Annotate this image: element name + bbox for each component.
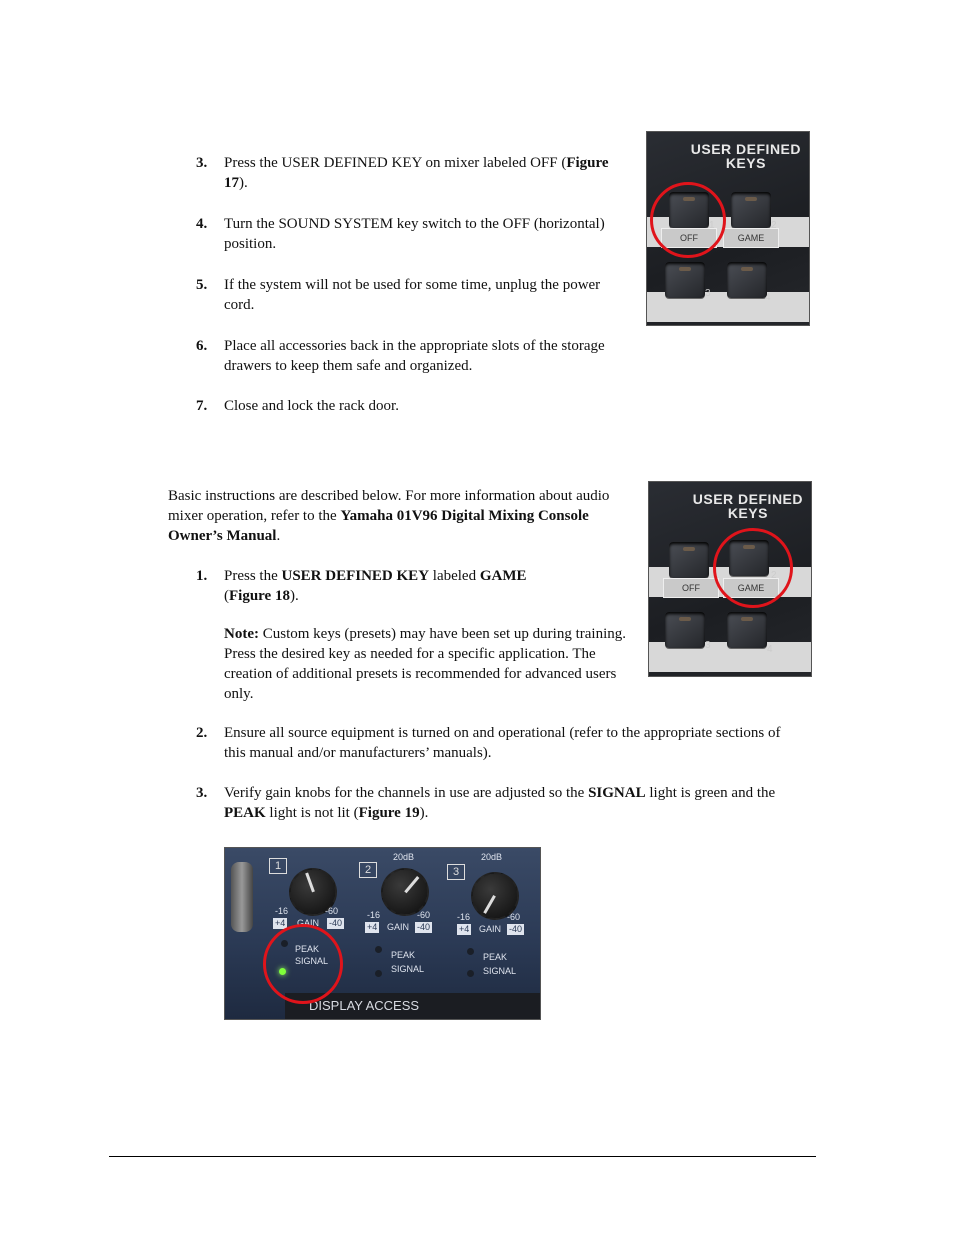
step-text: Close and lock the rack door. xyxy=(224,398,399,414)
step-number: 5. xyxy=(196,277,208,293)
step-number: 6. xyxy=(196,338,208,354)
step-2-source-equipment xyxy=(196,723,796,763)
gain-label: GAIN xyxy=(387,922,410,932)
step-6-accessories xyxy=(196,336,626,376)
gain-minus40: -40 xyxy=(417,922,431,932)
gain-scale-high: -60 xyxy=(507,912,521,922)
key-number-2: 2 xyxy=(771,220,777,231)
step-text: Press the USER DEFINED KEY on mixer labeled OFF (Figure 17). xyxy=(224,155,609,191)
gain-scale-high: -60 xyxy=(325,906,339,916)
signal-led-3 xyxy=(467,970,474,977)
intro-paragraph: Basic instructions are described below. For more information about audio mixer operation, refer to the Yamaha 01V96 Digital Mixing Console Owner’s Manual. xyxy=(168,488,610,544)
figure-19-gain-signal-peak xyxy=(224,847,541,1020)
gain-minus40: -40 xyxy=(329,918,343,928)
db-label: 20dB xyxy=(393,852,415,862)
user-key-3 xyxy=(665,262,705,298)
step-number: 2. xyxy=(196,725,208,741)
footer-rule xyxy=(109,1156,816,1157)
peak-led-3 xyxy=(467,948,474,955)
key-number-3: 3 xyxy=(705,288,711,299)
gain-scale-low: -16 xyxy=(275,906,289,916)
off-key-label: OFF xyxy=(661,228,717,248)
gain-plus4: +4 xyxy=(459,924,470,934)
jack-connector xyxy=(231,862,253,932)
gain-label: GAIN xyxy=(479,924,502,934)
step-number: 4. xyxy=(196,216,208,232)
channel-number-3: 3 xyxy=(447,864,465,880)
user-key-4 xyxy=(727,262,767,298)
game-key-label: GAME xyxy=(723,228,779,248)
step-7-lock-door xyxy=(196,396,626,416)
user-key-1 xyxy=(669,542,709,578)
user-key-3 xyxy=(665,612,705,648)
figure-18-user-defined-keys-game xyxy=(648,481,812,677)
peak-led-2 xyxy=(375,946,382,953)
signal-label: SIGNAL xyxy=(483,966,517,976)
step-5-unplug xyxy=(196,275,626,315)
step-text: Verify gain knobs for the channels in use are adjusted so the SIGNAL light is green and the PEAK light is not lit (Figure 19). xyxy=(224,785,776,821)
step-text: Press the USER DEFINED KEY labeled GAME (Figure 18). xyxy=(224,568,527,604)
key-number-2: 2 xyxy=(771,570,777,581)
step-number: 1. xyxy=(196,568,208,584)
step-text: If the system will not be used for some time, unplug the power cord. xyxy=(224,277,601,313)
highlight-circle xyxy=(263,924,343,1004)
step-number: 3. xyxy=(196,785,208,801)
user-key-2 xyxy=(731,192,771,228)
keys-title: USER DEFINED KEYS xyxy=(690,141,801,171)
step-1-press-game xyxy=(196,566,626,606)
db-label: 20dB xyxy=(481,852,503,862)
game-key-label: GAME xyxy=(723,578,779,598)
gain-knob-2 xyxy=(381,868,429,916)
step-4-key-switch xyxy=(196,214,626,254)
gain-plus4: +4 xyxy=(367,922,378,932)
keys-title: USER DEFINED KEYS xyxy=(692,491,803,521)
highlight-circle xyxy=(650,182,726,258)
step-number: 7. xyxy=(196,398,208,414)
step-3-verify-gain xyxy=(196,783,796,823)
gain-label: GAIN xyxy=(297,918,320,928)
signal-label: SIGNAL xyxy=(295,956,329,966)
step-number: 3. xyxy=(196,155,208,171)
display-access-label: DISPLAY ACCESS xyxy=(285,993,541,1019)
figure-17-user-defined-keys-off xyxy=(646,131,810,326)
key-number-1: 1 xyxy=(709,220,715,231)
gain-plus4: +4 xyxy=(275,918,286,928)
gain-scale-low: -16 xyxy=(367,910,381,920)
channel-number-1: 1 xyxy=(269,858,287,874)
step-text: Turn the SOUND SYSTEM key switch to the OFF (horizontal) position. xyxy=(224,216,605,252)
note-custom-keys: Note: Custom keys (presets) may have been set up during training. Press the desired key as needed for a specific application. The creation of additional presets is recommended for advanced users only. xyxy=(224,626,626,702)
key-number-3: 3 xyxy=(705,640,711,651)
signal-led-2 xyxy=(375,970,382,977)
gain-scale-low: -16 xyxy=(457,912,471,922)
gain-minus40: -40 xyxy=(509,924,523,934)
step-text: Ensure all source equipment is turned on and operational (refer to the appropriate sections of this manual and/or manufacturers’ manuals). xyxy=(224,725,781,761)
highlight-circle xyxy=(713,528,793,608)
user-key-4 xyxy=(727,612,767,648)
peak-label: PEAK xyxy=(295,944,320,954)
step-3-off xyxy=(196,153,626,193)
gain-scale-high: -60 xyxy=(417,910,431,920)
key-number-4: 4 xyxy=(765,292,771,303)
channel-number-2: 2 xyxy=(359,862,377,878)
off-key-label: OFF xyxy=(663,578,719,598)
key-number-4: 4 xyxy=(767,644,773,655)
peak-label: PEAK xyxy=(391,950,416,960)
step-text: Place all accessories back in the appropriate slots of the storage drawers to keep them safe and organized. xyxy=(224,338,605,374)
peak-label: PEAK xyxy=(483,952,508,962)
signal-label: SIGNAL xyxy=(391,964,425,974)
